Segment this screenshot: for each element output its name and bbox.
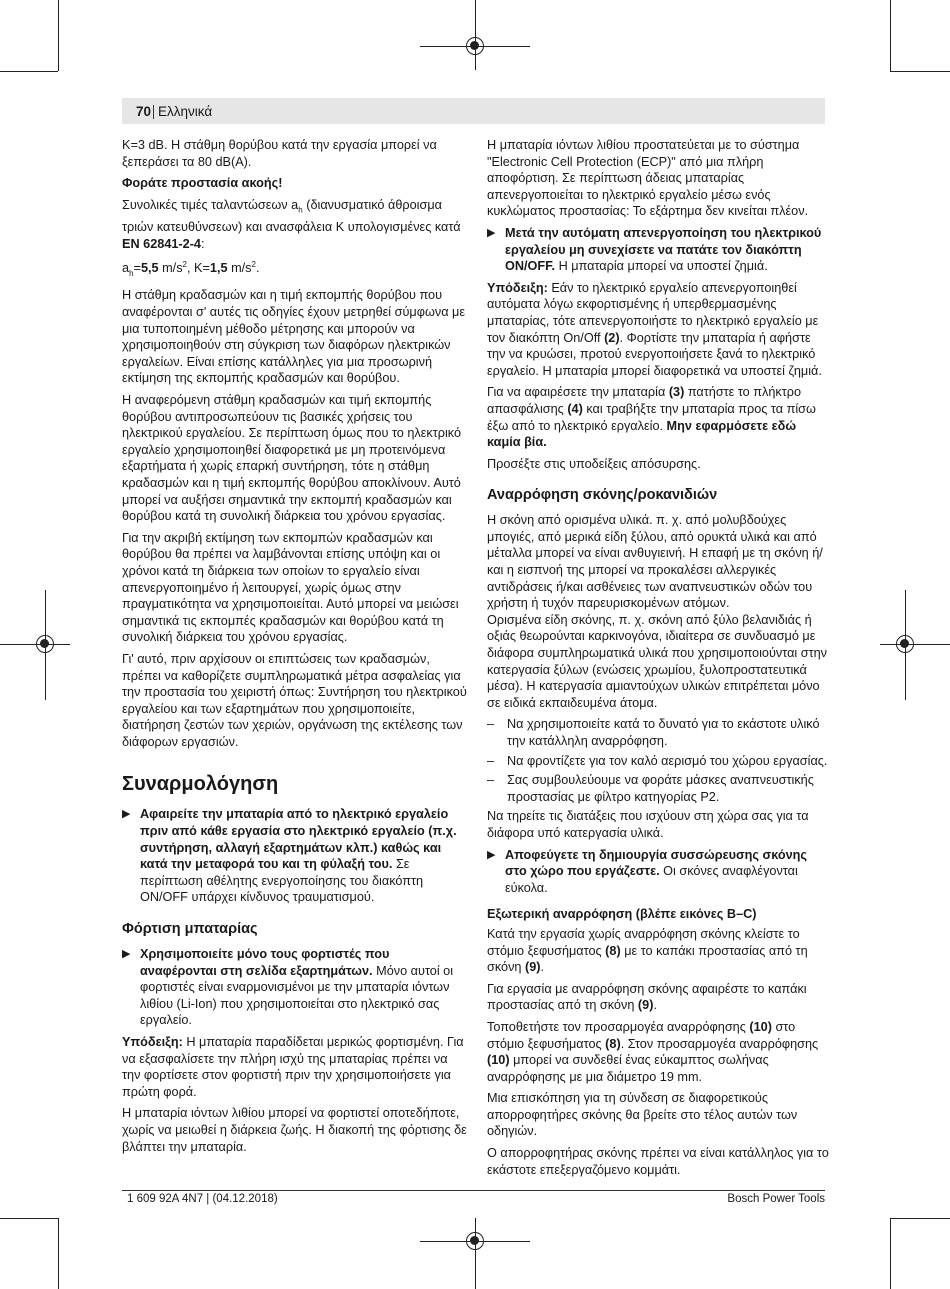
paragraph: Συνολικές τιμές ταλαντώσεων $a_h$ (διανυσματικό άθροισμα τριών κατευθύνσεων) και ανασφάλεια K υπολογισμένες κατά EN 62841-2-4:	[122, 197, 461, 251]
paragraph: Για εργασία με αναρρόφηση σκόνης αφαιρέστε το καπάκι προστασίας από τη σκόνη (9).	[487, 981, 807, 1013]
paragraph: Μια επισκόπηση για τη σύνδεση σε διαφορετικούς απορροφητήρες σκόνης θα βρείτε στο τέλος αυτών των οδηγιών.	[487, 1091, 798, 1139]
paragraph: Ορισμένα είδη σκόνης, π. χ. σκόνη από ξύλο βελανιδιάς ή οξιάς θεωρούνται καρκινογόνα, ιδιαίτερα σε συνδυασμό με διάφορα συμπληρωματικά υλικά που χρησιμοποιούνται στην κατεργασία ξύλων (ενώσεις χρωμίου, ξυλοπροστατευτικά μέσα). Η κατεργασία αμιαντούχων υλικών επιτρέπεται μόνο σε ειδικά εκπαιδευμένα άτομα.	[487, 612, 828, 710]
dash-item: – Να φροντίζετε για τον καλό αερισμό του χώρου εργασίας.	[487, 753, 828, 768]
dash-item: – Να χρησιμοποιείτε κατά το δυνατό για το εκάστοτε υλικό την κατάλληλη αναρρόφηση.	[487, 717, 820, 748]
warning-text: Φοράτε προστασία ακοής!	[122, 176, 283, 191]
paragraph: Για την ακριβή εκτίμηση των εκπομπών κραδασμών και θορύβου θα πρέπει να λαμβάνονται επίσης υπόψη και οι χρόνοι κατά τη διάρκεια των οποίων το εργαλείο είναι απενεργοποιημένο ή λειτουργεί, χωρίς όμως στην πραγματικότητα να χρησιμοποιείται. Αυτό μπορεί να μειώσει σημαντικά τις εκπομπές κραδασμών και θορύβου κατά τη συνολική διάρκεια του χρόνου εργασίας.	[122, 530, 459, 645]
bullet-item: ▶ Αποφεύγετε τη δημιουργία συσσώρευσης σκόνης στο χώρο που εργάζεστε. Οι σκόνες αναφλέγονται εύκολα.	[487, 847, 808, 895]
crop-mark	[890, 1218, 891, 1289]
subheading-external-extraction: Εξωτερική αναρρόφηση (βλέπε εικόνες B–C)	[487, 907, 757, 922]
footer-brand: Bosch Power Tools	[727, 1193, 825, 1205]
crop-mark	[880, 644, 950, 645]
paragraph: Η στάθμη κραδασμών και η τιμή εκπομπής θορύβου που αναφέρονται σ' αυτές τις οδηγίες έχουν μετρηθεί σύμφωνα με μια τυποποιημένη μέθοδο μέτρησης και μπορούν να χρησιμοποιηθούν στη σύγκριση των διαφόρων ηλεκτρικών εργαλείων. Είναι επίσης κατάλληλες για μια προσωρινή εκτίμηση της εκπομπής κραδασμών και θορύβου.	[122, 288, 466, 386]
crop-mark	[475, 0, 476, 70]
section-heading-charging: Φόρτιση μπαταρίας	[122, 921, 258, 938]
header-divider	[153, 105, 154, 119]
crop-mark	[890, 0, 891, 71]
bullet-triangle-icon: ▶	[487, 848, 496, 861]
crop-mark	[890, 71, 950, 72]
dash-item: – Σας συμβουλεύουμε να φοράτε μάσκες αναπνευστικής προστασίας με φίλτρο κατηγορίας P2.	[487, 773, 814, 804]
paragraph: Προσέξτε στις υποδείξεις απόσυρσης.	[487, 456, 701, 471]
paragraph: Γι' αυτό, πριν αρχίσουν οι επιπτώσεις των κραδασμών, πρέπει να καθορίζετε συμπληρωματικά μέτρα ασφαλείας για την προστασία του χειριστή όπως: Συντήρηση του ηλεκτρικού εργαλείου και των εξαρτημάτων που χρησιμοποιείτε, διατήρηση ζεστών των χεριών, οργάνωση της εκτέλεσης των διάφορων εργασιών.	[122, 651, 467, 749]
paragraph: Ο απορροφητήρας σκόνης πρέπει να είναι κατάλληλος για το εκάστοτε επεξεργαζόμενο κομμάτι.	[487, 1146, 829, 1177]
crop-mark	[475, 1218, 476, 1289]
bullet-triangle-icon: ▶	[487, 226, 496, 239]
right-column	[487, 137, 832, 1183]
bullet-item: ▶ Μετά την αυτόματη απενεργοποίηση του ηλεκτρικού εργαλείου μη συνεχίσετε να πατάτε τον διακόπτη ON/OFF. Η μπαταρία μπορεί να υποστεί ζημιά.	[487, 225, 822, 274]
dash-icon: –	[487, 753, 495, 768]
registration-mark-icon	[36, 635, 54, 653]
bullet-item: ▶ Αφαιρείτε την μπαταρία από το ηλεκτρικό εργαλείο πριν από κάθε εργασία στο ηλεκτρικό εργαλείο (π.χ. συντήρηση, αλλαγή εξαρτημάτων κλπ.) καθώς και κατά την μεταφορά του και τη φύλαξή του. Σε περίπτωση αθέλητης ενεργοποίησης του διακόπτη ON/OFF υπάρχει κίνδυνος τραυματισμού.	[122, 807, 457, 905]
registration-mark-icon	[466, 1232, 484, 1250]
registration-mark-icon	[896, 635, 914, 653]
paragraph: Η μπαταρία ιόντων λιθίου προστατεύεται με το σύστημα "Electronic Cell Protection (ECP)" από μια πλήρη αποφόρτιση. Σε περίπτωση άδειας μπαταρίας απενεργοποιείται το ηλεκτρικό εργαλείο μέσω ενός κυκλώματος προστασίας: Το εξάρτημα δεν κινείται πλέον.	[487, 138, 809, 219]
crop-mark	[0, 71, 58, 72]
paragraph: Τοποθετήστε τον προσαρμογέα αναρρόφησης (10) στο στόμιο ξεφυσήματος (8). Στον προσαρμογέα αναρρόφησης (10) μπορεί να συνδεθεί ένας εύκαμπτος σωλήνας αναρρόφησης με μια διάμετρο 19 mm.	[487, 1019, 819, 1084]
paragraph: Η σκόνη από ορισμένα υλικά. π. χ. από μολυβδούχες μπογιές, από μερικά είδη ξύλου, από ορυκτά υλικά και από μέταλλα μπορεί να είναι ανθυγιεινή. Η επαφή με τη σκόνη ή/και η εισπνοή της μπορεί να προκαλέσει αλλεργικές αντιδράσεις ή/και ασθένειες των αναπνευστικών οδών του χρήστη ή τυχόν παρευρισκομένων ατόμων.	[487, 513, 823, 611]
note: Υπόδειξη: Η μπαταρία παραδίδεται μερικώς φορτισμένη. Για να εξασφαλίσετε την πλήρη ισχύ της μπαταρίας πρέπει να την φορτίσετε στον φορτιστή πριν την χρησιμοποιήσετε για πρώτη φορά.	[122, 1035, 464, 1099]
paragraph: Να τηρείτε τις διατάξεις που ισχύουν στη χώρα σας για τα διάφορα υπό κατεργασία υλικά.	[487, 809, 809, 840]
page-number: 70	[136, 104, 152, 119]
paragraph: Η μπαταρία ιόντων λιθίου μπορεί να φορτιστεί οποτεδήποτε, χωρίς να μειωθεί η διάρκεια ζωής. Η διακοπή της φόρτισης δε βλάπτει την μπαταρία.	[122, 1106, 467, 1154]
section-heading-assembly: Συναρμολόγηση	[122, 773, 279, 796]
footer-divider	[122, 1190, 825, 1191]
paragraph: K=3 dB. Η στάθμη θορύβου κατά την εργασία μπορεί να ξεπεράσει τα 80 dB(A).	[122, 138, 437, 169]
crop-mark	[0, 644, 70, 645]
left-column	[122, 137, 467, 1160]
crop-mark	[890, 1218, 950, 1219]
registration-mark-icon	[466, 37, 484, 55]
vibration-values: $a_h=5,5$ $m/s^2$, K=1,5 $m/s^2$.	[122, 260, 260, 278]
page-header	[122, 98, 825, 124]
paragraph: Για να αφαιρέσετε την μπαταρία (3) πατήστε το πλήκτρο απασφάλισης (4) και τραβήξτε την μπαταρία προς τα πίσω έξω από το ηλεκτρικό εργαλείο. Μην εφαρμόσετε εδώ καμία βία.	[487, 385, 816, 450]
crop-mark	[58, 0, 59, 71]
paragraph: Κατά την εργασία χωρίς αναρρόφηση σκόνης κλείστε το στόμιο ξεφυσήματος (8) με το καπάκι προστασίας από τη σκόνη (9).	[487, 926, 808, 975]
paragraph: Η αναφερόμενη στάθμη κραδασμών και τιμή εκπομπής θορύβου αντιπροσωπεύουν τις βασικές χρήσεις του ηλεκτρικού εργαλείου. Σε περίπτωση όμως που το ηλεκτρικό εργαλείο χρησιμοποιηθεί διαφορετικά με μη προτεινόμενα εξαρτήματα ή χωρίς επαρκή συντήρηση, τότε η στάθμη κραδασμών και η τιμή εκπομπής θορύβου αποκλίνουν. Αυτό μπορεί να αυξήσει σημαντικά την εκπομπή κραδασμών και θορύβου κατά τη συνολική διάρκεια του χρόνου εργασίας.	[122, 393, 462, 524]
section-heading-dust-extraction: Αναρρόφηση σκόνης/ροκανιδιών	[487, 487, 718, 504]
bullet-triangle-icon: ▶	[122, 948, 131, 961]
bullet-item: ▶ Χρησιμοποιείτε μόνο τους φορτιστές που αναφέρονται στη σελίδα εξαρτημάτων. Μόνο αυτοί οι φορτιστές είναι εναρμονισμένοι με την μπαταρία ιόντων λιθίου (Li-Ion) που χρησιμοποιείται στο ηλεκτρικό σας εργαλείο.	[122, 947, 454, 1028]
note: Υπόδειξη: Εάν το ηλεκτρικό εργαλείο απενεργοποιηθεί αυτόματα λόγω εκφορτισμένης ή υπερθερμασμένης μπαταρίας, τότε απενεργοποιήστε το ηλεκτρικό εργαλείο με τον διακόπτη On/Off (2). Φορτίστε την μπαταρία ή αφήστε την να κρυώσει, προτού ενεργοποιήσετε ξανά το ηλεκτρικό εργαλείο. Η μπαταρία μπορεί διαφορετικά να υποστεί ζημιά.	[487, 280, 822, 378]
footer-document-id: 1 609 92A 4N7 | (04.12.2018)	[127, 1193, 278, 1205]
header-language: Ελληνικά	[158, 104, 213, 119]
bullet-triangle-icon: ▶	[122, 808, 131, 821]
dash-icon: –	[487, 717, 495, 732]
crop-mark	[58, 1218, 59, 1289]
dash-icon: –	[487, 773, 495, 788]
crop-mark	[0, 1218, 58, 1219]
